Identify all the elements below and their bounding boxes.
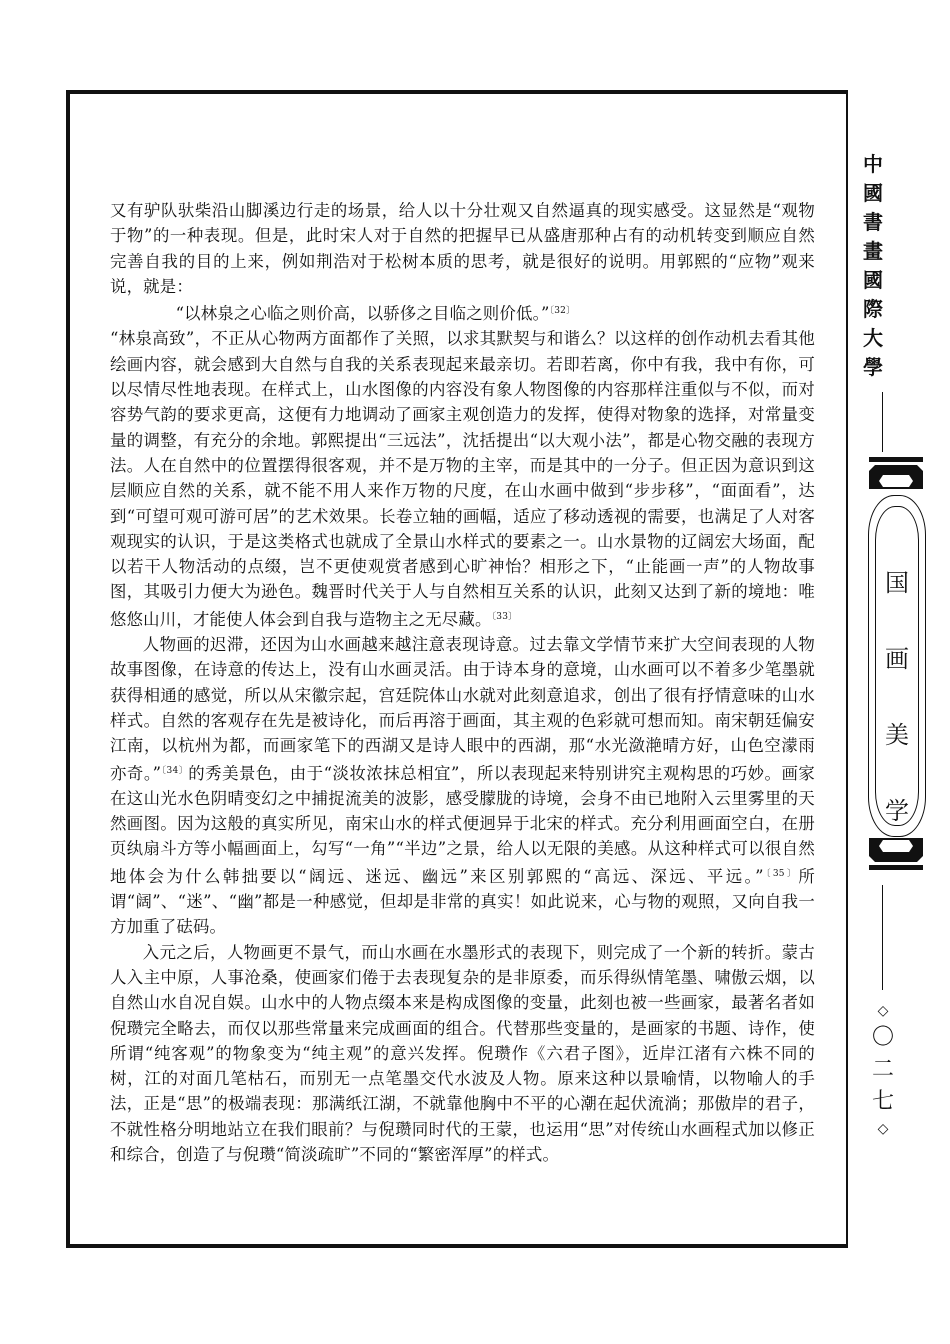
series-char: 國 — [863, 268, 883, 292]
body-text — [110, 198, 815, 1167]
paragraph-3-text-a: 人物画的迟滞，还因为山水画越来越注意表现诗意。过去靠文学情节来扩大空间表现的人物故事图像，在诗意的传达上，没有山水画灵活。由于诗本身的意境，山水画可以不着多少笔墨就获得相通的感觉，所以从宋徽宗起，宫廷院体山水就对此刻意追求，创出了很有抒情意味的山水样式。自然的客观存在先是被诗化，而后再溶于画面，其主观的色彩就可想而知。南宋朝廷偏安江南，以杭州为都，而画家笔下的西湖又是诗人眼中的西湖，那“水光潋滟晴方好，山色空濛雨亦奇。” — [110, 635, 815, 783]
page-number-digit: 〇 — [871, 1025, 894, 1050]
paragraph-2 — [110, 326, 815, 632]
paragraph-1: 又有驴队驮柴沿山脚溪边行走的场景，给人以十分壮观又自然逼真的现实感受。这显然是“观物于物”的一种表现。但是，此时宋人对于自然的把握早已从盛唐那种占有的动机转变到顺应自然完善自我的目的上来，例如荆浩对于松树本质的思考，就是很好的说明。用郭熙的“应物”观来说，就是： — [110, 201, 815, 296]
diamond-icon: ◇ — [877, 1003, 889, 1019]
quotation-text: “以林泉之心临之则价高，以骄侈之目临之则价低。” — [175, 304, 550, 324]
sidebar-rule-bottom — [882, 885, 883, 990]
series-char: 際 — [863, 297, 883, 321]
book-title-char: 画 — [885, 645, 909, 673]
ornament-band-bottom-icon — [869, 838, 923, 870]
ornament-band-top-icon — [869, 457, 923, 489]
paragraph-4: 入元之后，人物画更不景气，而山水画在水墨形式的表现下，则完成了一个新的转折。蒙古人入主中原，人事沧桑，使画家们倦于去表现复杂的是非原委，而乐得纵情笔墨、啸傲云烟，以自然山水自况自娱。山水中的人物点缀本来是构成图像的变量，此刻也被一些画家，最著名者如倪瓒完全略去，而仅以那些常量来完成画面的组合。代替那些变量的，是画家的书题、诗作，使所谓“纯客观”的物象变为“纯主观”的意兴发挥。倪瓒作《六君子图》，近岸江渚有六株不同的树，江的对面几笔枯石，而别无一点笔墨交代水波及人物。原来这种以景喻情，以物喻人的手法，正是“思”的极端表现：那满纸江湖，不就靠他胸中不平的心潮在起伏流淌；那傲岸的君子，不就性格分明地站立在我们眼前？与倪瓒同时代的王蒙，也运用“思”对传统山水画程式加以修正和综合，创造了与倪瓒“简淡疏旷”不同的“繁密浑厚”的样式。 — [110, 942, 815, 1164]
series-title — [858, 150, 888, 382]
series-char: 大 — [863, 326, 883, 350]
paragraph-2-text: “林泉高致”，不正从心物两方面都作了关照，以求其默契与和谐么？以这样的创作动机去看其他绘画内容，就会感到大自然与自我的关系表现起来最亲切。若即若离，你中有我，我中有你，可以尽情尽性地表现。在样式上，山水图像的内容没有象人物图像的内容那样注重似与不似，而对容势气韵的要求更高，这便有力地调动了画家主观创造力的发挥，使得对物象的选择，对常量变量的调整，有充分的余地。郭熙提出“三远法”，沈括提出“以大观小法”，都是心物交融的表现方法。人在自然中的位置摆得很客观，并不是万物的主宰，而是其中的一分子。但正因为意识到这层顺应自然的关系，就不能不用人来作万物的尺度，在山水画中做到“步步移”，“面面看”，达到“可望可观可游可居”的艺术效果。长卷立轴的画幅，适应了移动透视的需要，也满足了人对客观现实的认识，于是这类格式也就成了全景山水样式的要素之一。山水景物的辽阔宏大场面，配以若干人物活动的点缀，岂不更使观赏者感到心旷神怡？相形之下，“止能画一声”的人物故事图，其吸引力便大为逊色。魏晋时代关于人与自然相互关系的认识，此刻又达到了新的境地：唯悠悠山川，才能使人体会到自我与造物主之无尽藏。 — [110, 329, 815, 629]
book-title-char: 学 — [885, 797, 909, 825]
series-char: 畫 — [863, 239, 883, 263]
series-char: 書 — [863, 210, 883, 234]
book-title-char: 美 — [885, 721, 909, 749]
page-number-digit: 二 — [871, 1057, 894, 1082]
diamond-icon: ◇ — [877, 1121, 889, 1137]
book-title — [868, 545, 926, 849]
paragraph-3-text-b: 的秀美景色，由于“淡妆浓抹总相宜”，所以表现起来特别讲究主观构思的巧妙。画家在这山光水色阴晴变幻之中捕捉流美的波影，感受朦胧的诗境，会身不由已地附入云里雾里的天然画图。因为这般的真实所见，南宋山水的样式便迥异于北宋的样式。充分利用画面空白，在册页纨扇斗方等小幅画面上，勾写“一角”“半边”之景，给人以无限的美感。从这种样式可以很自然地体会为什么韩拙要以“阔远、迷远、幽远”来区别郭熙的“高远、深远、平远。” — [110, 763, 815, 886]
series-char: 國 — [863, 181, 883, 205]
sidebar-divider — [846, 90, 848, 1248]
page-number — [862, 1000, 904, 1140]
book-title-char: 国 — [885, 569, 909, 597]
paragraph-3 — [110, 632, 815, 940]
series-char: 學 — [863, 355, 883, 379]
footnote-ref-35: 〔35〕 — [763, 868, 799, 879]
footnote-ref-32: 〔32〕 — [549, 306, 576, 317]
quotation — [110, 299, 815, 326]
paragraph-3-text-c: 所谓“阔”、“迷”、“幽”都是一种感觉，但却是非常的真实！如此说来，心与物的观照，又向自我一方加重了砝码。 — [110, 866, 815, 937]
footnote-ref-34: 〔34〕 — [161, 765, 189, 776]
sidebar-rule-top — [882, 392, 883, 452]
page-number-digit: 七 — [871, 1089, 894, 1114]
series-char: 中 — [863, 152, 883, 176]
footnote-ref-33: 〔33〕 — [491, 611, 518, 622]
